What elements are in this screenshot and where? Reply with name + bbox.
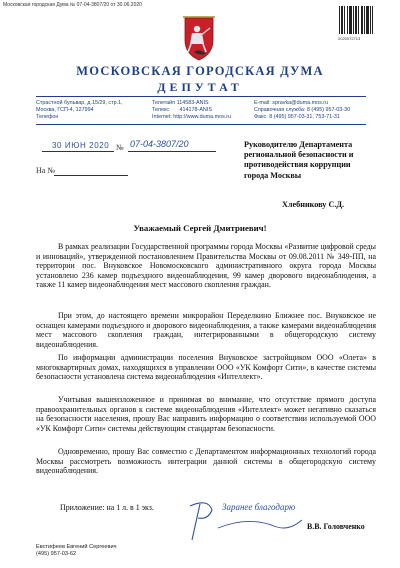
barcode-number: 2020072713 <box>338 36 361 41</box>
body-paragraph: В рамках реализации Государственной программы города Москвы «Развитие цифровой среды и инноваций», утвержденной постановлением Правительства Москвы от 09.08.2011 № 349-ПП, на территории пос. Внуковское Новомосковского административного округа города Москвы установлено 236 камер подъездного видеонаблюдения, 99 камер дворового видеонаблюдения, а также 11 камер видеонаблюдения мест массового скопления граждан. <box>36 242 376 290</box>
date-underline <box>42 151 114 152</box>
header-divider <box>36 96 366 97</box>
moscow-coat-of-arms-icon <box>176 14 222 62</box>
signer-name: В.В. Головченко <box>307 522 365 531</box>
body-paragraph: Одновременно, прошу Вас совместно с Департаментом информационных технологий города Москвы рассмотреть возможность интеграции данной системы в общегородскую систему видеонаблюдения. <box>36 447 376 476</box>
contact-address: Страстной бульвар, д.15/29, стр.1, Москва, ГСП-4, 127994 Телефон <box>36 100 123 120</box>
handwritten-date: 30 ИЮН 2020 <box>52 141 110 150</box>
contact-email-phones: E-mail: spravka@duma.mos.ru Справочная служба: 8 (495) 957-03-30 Факс: 8 (495) 957-03-31, 753-71-31 <box>254 100 351 120</box>
salutation: Уважаемый Сергей Дмитриевич! <box>133 223 267 233</box>
body-paragraph: При этом, до настоящего времени микрорайон Переделкино Ближнее пос. Внуковское не оснащен камерами подъездного и дворового видеонаблюдения, а также камерами видеонаблюдения мест массового скопления граждан, интегрированными в общегородскую систему видеонаблюдения. <box>36 311 376 349</box>
handwritten-signature <box>178 496 328 544</box>
reference-underline <box>54 175 128 176</box>
document-title: ДЕПУТАТ <box>157 80 243 94</box>
contact-telex: Телетайп 114583-ANIS Телекс 414178-ANIS Internet: http://www.duma.mos.ru <box>152 100 232 120</box>
reference-label: На № <box>36 166 55 175</box>
contacts-divider <box>36 124 366 125</box>
attachment-note: Приложение: на 1 л. в 1 экз. <box>60 503 154 512</box>
executor-contact: Евстифеев Евгений Сергеевич (495) 957-03-62 <box>36 544 117 557</box>
addressee-name: Хлебникову С.Д. <box>282 200 345 209</box>
addressee-position: Руководителю Департамента региональной безопасности и противодействия коррупции города Москвы <box>244 140 354 180</box>
number-label: № <box>116 143 124 152</box>
body-paragraph: По информации администрации поселения Внуковское застройщиком ООО «Олета» в многоквартирных домах, находящихся в управлении ООО «УК Комфорт Сити», в качестве системы безопасности установлена система видеонаблюдения «Интеллект». <box>36 353 376 382</box>
handwritten-number: 07-04-3807/20 <box>130 139 189 149</box>
signature-handwriting-text: Заранее благодарю <box>222 502 296 512</box>
barcode-image <box>338 5 374 35</box>
organization-name: МОСКОВСКАЯ ГОРОДСКАЯ ДУМА <box>76 64 324 78</box>
registration-stamp: Московская городская Дума № 07-04-3807/20 от 30.06.2020 <box>3 2 142 8</box>
number-underline <box>128 151 216 152</box>
body-paragraph: Учитывая вышеизложенное и принимая во внимание, что отсутствие прямого доступа правоохранительных органов к системе видеонаблюдения «Интеллект» может негативно сказаться на безопасности населения, прошу Вас направить информацию о соответствии используемой ООО «УК Комфорт Сити» системы действующим стандартам безопасности. <box>36 395 376 433</box>
